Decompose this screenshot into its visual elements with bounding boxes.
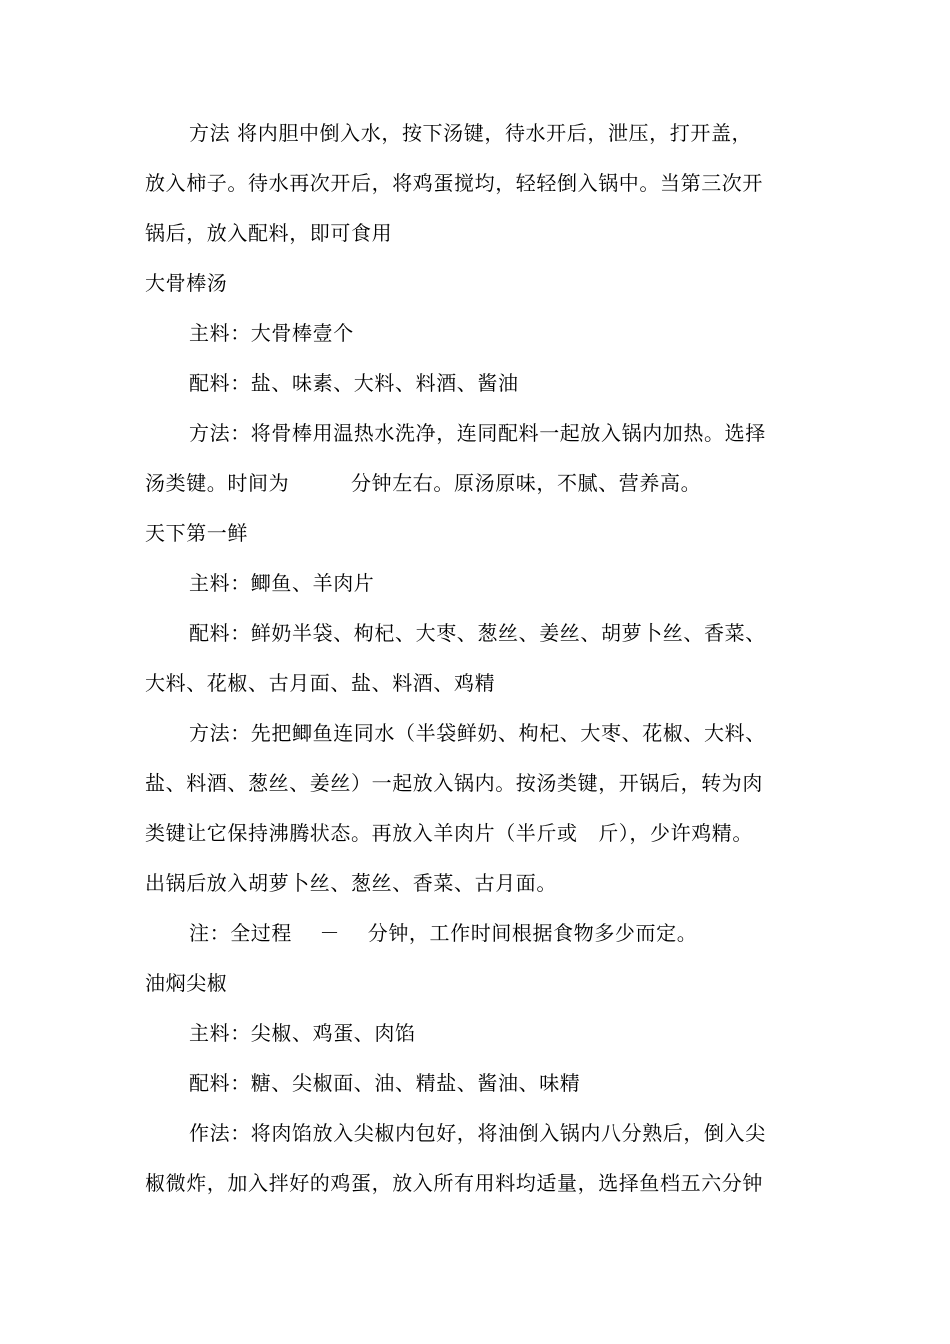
text-line-17: 注：全过程 － 分钟，工作时间根据食物多少而定。	[189, 921, 698, 945]
text-line-10: 主料：鲫鱼、羊肉片	[189, 571, 375, 595]
text-line-5: 主料：大骨棒壹个	[189, 321, 354, 345]
text-line-13: 方法：先把鲫鱼连同水（半袋鲜奶、枸杞、大枣、花椒、大料、	[189, 721, 766, 745]
text-line-20: 配料：糖、尖椒面、油、精盐、酱油、味精	[189, 1071, 581, 1095]
text-line-19: 主料：尖椒、鸡蛋、肉馅	[189, 1021, 416, 1045]
text-line-7: 方法：将骨棒用温热水洗净，连同配料一起放入锅内加热。选择	[189, 421, 766, 445]
text-line-22: 椒微炸，加入拌好的鸡蛋，放入所有用料均适量，选择鱼档五六分钟	[145, 1171, 763, 1195]
recipe-title-tianxia-diyixian: 天下第一鲜	[145, 521, 248, 545]
text-line-2: 放入柿子。待水再次开后，将鸡蛋搅均，轻轻倒入锅中。当第三次开	[145, 171, 763, 195]
recipe-title-dagubang-tang: 大骨棒汤	[145, 271, 228, 295]
text-line-3: 锅后，放入配料，即可食用	[145, 221, 393, 245]
text-line-12: 大料、花椒、古月面、盐、料酒、鸡精	[145, 671, 496, 695]
text-line-1: 方法 将内胆中倒入水，按下汤键，待水开后，泄压，打开盖，	[189, 121, 753, 145]
text-line-16: 出锅后放入胡萝卜丝、葱丝、香菜、古月面。	[145, 871, 557, 895]
text-line-15: 类键让它保持沸腾状态。再放入羊肉片（半斤或 斤），少许鸡精。	[145, 821, 753, 845]
text-line-21: 作法：将肉馅放入尖椒内包好，将油倒入锅内八分熟后，倒入尖	[189, 1121, 766, 1145]
text-line-6: 配料：盐、味素、大料、料酒、酱油	[189, 371, 519, 395]
document-page	[145, 108, 810, 1208]
text-line-14: 盐、料酒、葱丝、姜丝）一起放入锅内。按汤类键，开锅后，转为肉	[145, 771, 763, 795]
text-line-8: 汤类键。时间为 分钟左右。原汤原味，不腻、营养高。	[145, 471, 702, 495]
text-line-11: 配料：鲜奶半袋、枸杞、大枣、葱丝、姜丝、胡萝卜丝、香菜、	[189, 621, 766, 645]
recipe-title-youmen-jianjiao: 油焖尖椒	[145, 971, 228, 995]
